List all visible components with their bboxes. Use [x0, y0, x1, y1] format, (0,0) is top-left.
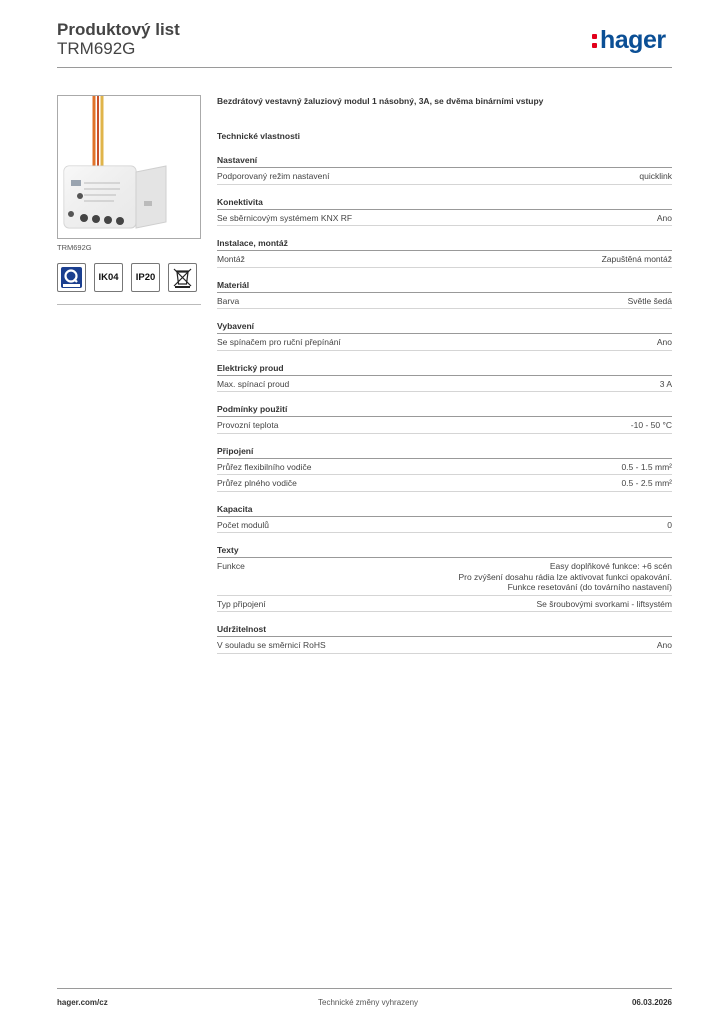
spec-section	[217, 238, 672, 268]
spec-row	[217, 475, 672, 492]
page-title: Produktový list	[57, 20, 180, 39]
spec-value: 3 A	[659, 378, 672, 389]
footer-divider	[57, 988, 672, 989]
spec-row	[217, 251, 672, 268]
product-image	[57, 95, 201, 239]
footer-disclaimer: Technické změny vyhrazeny	[318, 998, 419, 1007]
image-caption: TRM692G	[57, 243, 92, 252]
spec-value: Ano	[656, 337, 672, 347]
header-divider	[57, 67, 672, 68]
spec-section	[217, 155, 672, 185]
spec-section	[217, 545, 672, 612]
logo-text: hager	[600, 26, 666, 54]
spec-label: V souladu se směrnicí RoHS	[217, 640, 326, 650]
spec-label: Se sběrnicovým systémem KNX RF	[217, 212, 353, 223]
spec-label: Průřez flexibilního vodiče	[217, 461, 312, 472]
spec-section	[217, 624, 672, 654]
spec-label: Barva	[217, 295, 240, 306]
spec-value: Se šroubovými svorkami - liftsystém	[536, 598, 672, 609]
left-divider	[57, 304, 201, 305]
spec-label: Se spínačem pro ruční přepínání	[217, 337, 341, 347]
spec-row	[217, 334, 672, 351]
spec-row	[217, 558, 672, 596]
hager-logo	[592, 26, 666, 54]
badge-row	[57, 263, 197, 292]
spec-row	[217, 376, 672, 393]
spec-row	[217, 293, 672, 310]
spec-label: Typ připojení	[217, 598, 266, 609]
spec-row	[217, 459, 672, 476]
section-title: Kapacita	[217, 504, 672, 517]
spec-value: Ano	[656, 640, 672, 650]
spec-row	[217, 637, 672, 654]
spec-label: Montáž	[217, 254, 245, 264]
section-title: Nastavení	[217, 155, 672, 168]
spec-label: Průřez plného vodiče	[217, 478, 297, 488]
spec-value: quicklink	[639, 171, 672, 181]
section-title: Vybavení	[217, 321, 672, 334]
section-title: Materiál	[217, 280, 672, 293]
footer-date: 06.03.2026	[631, 998, 672, 1007]
section-title: Elektrický proud	[217, 363, 672, 376]
section-title: Podmínky použití	[217, 404, 672, 417]
spec-label: Počet modulů	[217, 519, 269, 530]
spec-section	[217, 280, 672, 310]
spec-value: Zapuštěná montáž	[601, 254, 672, 264]
spec-section	[217, 504, 672, 534]
section-title: Konektivita	[217, 197, 672, 210]
spec-value: Ano	[656, 212, 672, 223]
product-description: Bezdrátový vestavný žaluziový modul 1 násobný, 3A, se dvěma binárními vstupy	[217, 96, 544, 106]
ik-rating-badge: IK04	[94, 263, 123, 292]
spec-row	[217, 596, 672, 613]
spec-label: Podporovaný režim nastavení	[217, 171, 330, 181]
quicklink-icon	[57, 263, 86, 292]
spec-section	[217, 197, 672, 227]
section-title: Připojení	[217, 446, 672, 459]
footer-website[interactable]: hager.com/cz	[57, 998, 108, 1007]
spec-section	[217, 321, 672, 351]
spec-row	[217, 168, 672, 185]
spec-value: 0	[667, 519, 672, 530]
tech-heading: Technické vlastnosti	[217, 131, 300, 141]
spec-label: Funkce	[217, 561, 245, 571]
spec-value: -10 - 50 °C	[630, 420, 672, 430]
spec-row	[217, 210, 672, 227]
spec-label: Provozní teplota	[217, 420, 279, 430]
spec-value: 0.5 - 2.5 mm²	[621, 478, 672, 488]
spec-section	[217, 363, 672, 393]
section-title: Texty	[217, 545, 672, 558]
spec-value: Easy doplňkové funkce: +6 scén Pro zvýšení dosahu rádia lze aktivovat funkci opakování. Funkce resetování (do továrního nastavení)	[458, 561, 672, 592]
spec-sections	[217, 155, 672, 654]
section-title: Instalace, montáž	[217, 238, 672, 251]
spec-content	[217, 96, 672, 666]
spec-row	[217, 517, 672, 534]
spec-row	[217, 417, 672, 434]
spec-section	[217, 446, 672, 492]
logo-dots-icon	[592, 31, 599, 51]
product-code: TRM692G	[57, 39, 136, 58]
spec-value: Světle šedá	[627, 295, 672, 306]
waste-bin-icon	[168, 263, 197, 292]
spec-section	[217, 404, 672, 434]
section-title: Udržitelnost	[217, 624, 672, 637]
spec-value: 0.5 - 1.5 mm²	[621, 461, 672, 472]
spec-label: Max. spínací proud	[217, 378, 290, 389]
ip-rating-badge: IP20	[131, 263, 160, 292]
